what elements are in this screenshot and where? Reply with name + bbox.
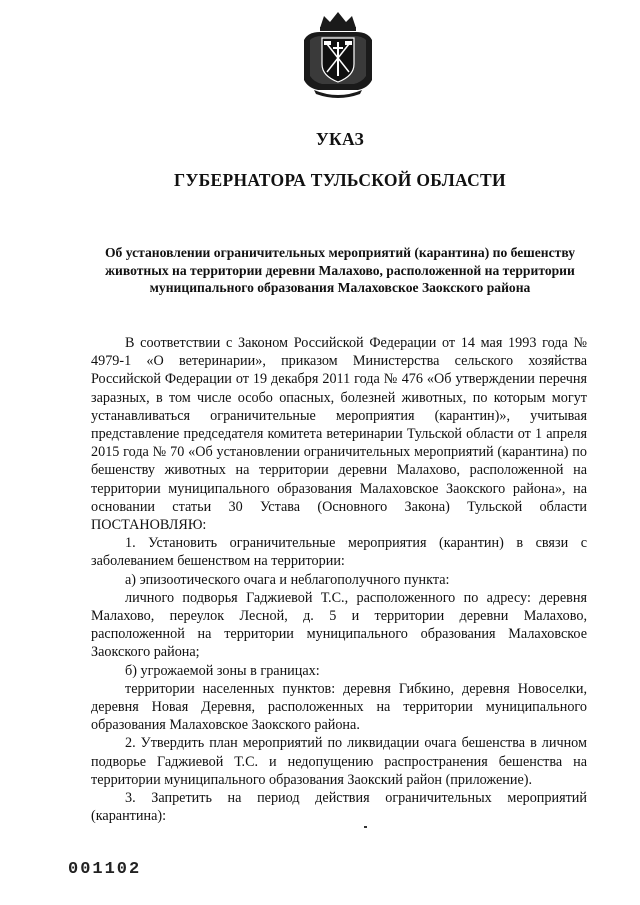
decree-subject: Об установлении ограничительных мероприятий (карантина) по бешенству животных на территории деревни Малахово, расположенной на территории муниципального образования Малаховское Заокского района bbox=[104, 245, 576, 295]
document-type-title: УКАЗ bbox=[315, 129, 365, 149]
item-1a: а) эпизоотического очага и неблагополучного пункта: bbox=[125, 571, 450, 588]
item-1a-text: личного подворья Гаджиевой Т.С., расположенного по адресу: деревня Малахово, переулок Лесной, д. 5 и территории деревни Малахово, расположенной на территории муниципального образования Малаховское Заокского района; bbox=[91, 589, 587, 661]
form-serial-number: 001102 bbox=[68, 860, 142, 879]
item-1b: б) угрожаемой зоны в границах: bbox=[125, 662, 320, 679]
item-1b-text: территории населенных пунктов: деревня Гибкино, деревня Новоселки, деревня Новая Деревня, расположенных на территории муниципального образования Малаховское Заокского района. bbox=[91, 680, 587, 734]
item-3: 3. Запретить на период действия ограничительных мероприятий (карантина): bbox=[91, 790, 587, 825]
decree-body bbox=[91, 334, 587, 825]
item-2: 2. Утвердить план мероприятий по ликвидации очага бешенства в личном подворье Гаджиевой Т.С. и недопущению распространения бешенства на территории муниципального образования Заокский район (приложение). bbox=[91, 735, 587, 788]
preamble-paragraph: В соответствии с Законом Российской Федерации от 14 мая 1993 года № 4979-1 «О ветеринарии», приказом Министерства сельского хозяйства Российской Федерации от 19 декабря 2011 года № 476 «Об утверждении перечня заразных, в том числе особо опасных, болезней животных, по которым могут устанавливаться ограничительные мероприятия (карантин)», учитывая представление председателя комитета ветеринарии Тульской области от 1 апреля 2015 года № 70 «Об установлении ограничительных мероприятий (карантина) по бешенству животных на территории деревни Малахово, расположенной на территории муниципального образования Малаховское Заокского района», на основании статьи 30 Устава (Основного Закона) Тульской области ПОСТАНОВЛЯЮ: bbox=[91, 335, 587, 534]
item-1: 1. Установить ограничительные мероприятия (карантин) в связи с заболеванием бешенством на территории: bbox=[91, 535, 587, 570]
page-mark bbox=[364, 826, 367, 828]
coat-of-arms-icon bbox=[298, 10, 378, 98]
issuer-title: ГУБЕРНАТОРА ТУЛЬСКОЙ ОБЛАСТИ bbox=[174, 170, 506, 190]
